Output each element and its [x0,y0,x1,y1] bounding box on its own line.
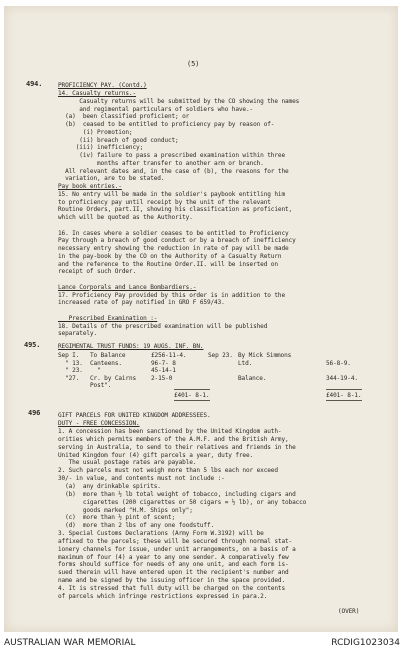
text-line: affixed to the parcels; these will be secured through normal stat- [58,537,293,545]
text-line: Pay through a breach of good conduct or by a breach of inefficiency [58,237,296,245]
fund-cell-ramt: 56-8-9. [326,359,351,367]
text-line: Routine Orders, part.II, showing his classification as proficient, [58,206,293,214]
fund-cell-right: Balance. [238,374,267,382]
fund-cell-desc: " [90,367,101,375]
archive-footer [0,632,406,654]
fund-cell-amt: 96-7- 8 [151,359,176,367]
text-line: serving in Australia, to send to their relatives and friends in the [58,443,296,451]
text-line: forms should suffice for needs of any one unit, and each form is- [58,561,289,569]
fund-cell-ramt: 344-19-4. [326,374,358,382]
margin-ref-c: 496 [28,409,41,417]
text-line: cigarettes (200 cigarettes or 50 cigars = ½ lb), or any tobacco [58,498,307,506]
text-line: 18. Details of the prescribed examination will be published [58,322,268,330]
text-line: (i) Promotion; [58,128,133,136]
text-line: (d) more than 2 lbs of any one foodstuff. [58,522,215,530]
fund-cell-right: Ltd. [238,359,253,367]
text-line: name and be signed by the issuing officer in the space provided. [58,577,285,585]
text-line: which will be quoted as the Authority. [58,214,193,221]
over-note: (OVER) [338,608,360,615]
text-line: 2. Such parcels must not weigh more than 5 lbs each nor exceed [58,467,278,475]
text-line: (a) any drinkable spirits. [58,482,161,490]
fund-cell-desc: Cr. by Cairns [90,374,137,382]
text-line: 15. No entry will be made in the soldier's paybook entitling him [58,190,285,198]
text-line: 16. In cases where a soldier ceases to be entitled to Proficiency [58,229,289,237]
text-line: increased rate of pay notified in GRO F 659/43. [58,299,225,307]
table-total-left: £401- 8-1. [174,392,210,399]
text-line: ionery channels for issue, under unit arrangements, on a basis of a [58,545,296,553]
text-line: goods marked "H.M. Ships only"; [58,506,193,514]
text-line: to proficiency pay until receipt by the unit of the relevant [58,198,271,206]
text-line: (iv) failure to pass a prescribed examination within three [58,152,285,159]
fund-cell-left: " 23. [58,367,83,375]
text-line: Lance Corporals and Lance Bombardiers.- [58,283,197,291]
page-number: (5) [187,60,200,68]
section-c-subheading: DUTY - FREE CONCESSION. [58,420,140,427]
text-line: (b) ceased to be entitled to proficiency pay by reason of- [58,121,275,128]
fund-cell-mid: Sep 23. [208,352,233,359]
fund-cell-desc: Post". [90,382,112,390]
text-line: 14. Casualty returns.- [58,90,137,97]
text-line: necessary entry showing the reduction in rate of pay will be made [58,245,289,252]
text-line: Pay book entries.- [58,183,122,190]
text-line: 3. Special Customs Declarations (Army Form W.3192) will be [58,530,264,538]
section-a-heading: PROFICIENCY PAY. (Contd.) [58,82,147,89]
table-rule-right-bottom [326,400,362,401]
fund-cell-desc: To Balance [90,352,126,359]
fund-cell-left: Sep I. [58,352,80,359]
text-line: receipt of such Order. [58,268,137,276]
footer-archive-name: AUSTRALIAN WAR MEMORIAL [4,638,136,648]
text-line: United Kingdom four (4) gift parcels a year, duty free. [58,451,254,459]
text-line: orities which permits members of the A.M.F. and the British Army, [58,435,289,443]
text-line: and the reference to the Routine Order.II. will be inserted on [58,260,278,268]
text-line: maximum of four (4) a year to any one sender. A comparatively few [58,553,289,561]
text-line: The usual postage rates are payable. [58,459,197,467]
text-line: and regimental particulars of soldiers who have.- [58,105,254,113]
section-b-heading: REGIMENTAL TRUST FUNDS: 19 AUGS. INF. BN. [58,343,204,350]
fund-cell-amt: 45-14-1 [151,367,176,375]
table-rule-left-bottom [174,400,210,401]
fund-cell-amt: £256-11-4. [151,352,187,359]
text-line: Prescribed Examination :- [58,314,158,322]
text-line: (b) more than ½ lb total weight of tobacco, including cigars and [58,490,296,498]
text-line: (ii) breach of good conduct; [58,136,179,144]
table-rule-left-top [174,389,210,390]
text-line: months after transfer to another arm or branch. [58,159,264,167]
text-line: 30/- in value, and contents must not include :- [58,475,225,483]
margin-ref-b: 495. [24,341,41,349]
table-total-right: £401- 8-1. [326,392,362,399]
text-line: (a) been classified proficient; or [58,113,190,121]
margin-ref-a: 494. [26,80,43,88]
text-line: 1. A concession has been sanctioned by the United Kingdom auth- [58,428,282,435]
fund-cell-left: "27. [58,374,80,382]
footer-record-id: RCDIG1023034 [331,638,400,648]
text-line: 4. It is stressed that full duty will be charged on the contents [58,585,285,592]
text-line: of parcels which infringe restrictions expressed in para.2. [58,592,268,600]
fund-cell-right: By Mick Simmons [238,352,292,359]
text-line: Casualty returns will be submitted by the CO showing the names [58,97,300,105]
fund-cell-amt: 2-15-0 [151,374,173,382]
fund-cell-left: " 13. [58,359,83,367]
text-line: separately. [58,330,98,338]
document-page [4,6,398,632]
section-c-heading: GIFT PARCELS FOR UNITED KINGDOM ADDRESSEES. [58,412,211,419]
text-line: All relevant dates and, in the case of (b), the reasons for the [58,167,289,175]
text-line: in the pay-book by the CO on the Authority of a Casualty Return [58,252,282,260]
text-line: (c) more than ½ pint of scent; [58,514,176,522]
text-line: (iii) inefficiency; [58,144,144,152]
text-line: variation, are to be stated. [58,175,165,183]
text-line: sued therein will have entered upon it the recipient's number and [58,569,289,577]
text-line: 17. Proficiency Pay provided by this order is in addition to the [58,291,285,299]
table-rule-right-top [326,389,362,390]
fund-cell-desc: Canteens. [90,359,122,367]
